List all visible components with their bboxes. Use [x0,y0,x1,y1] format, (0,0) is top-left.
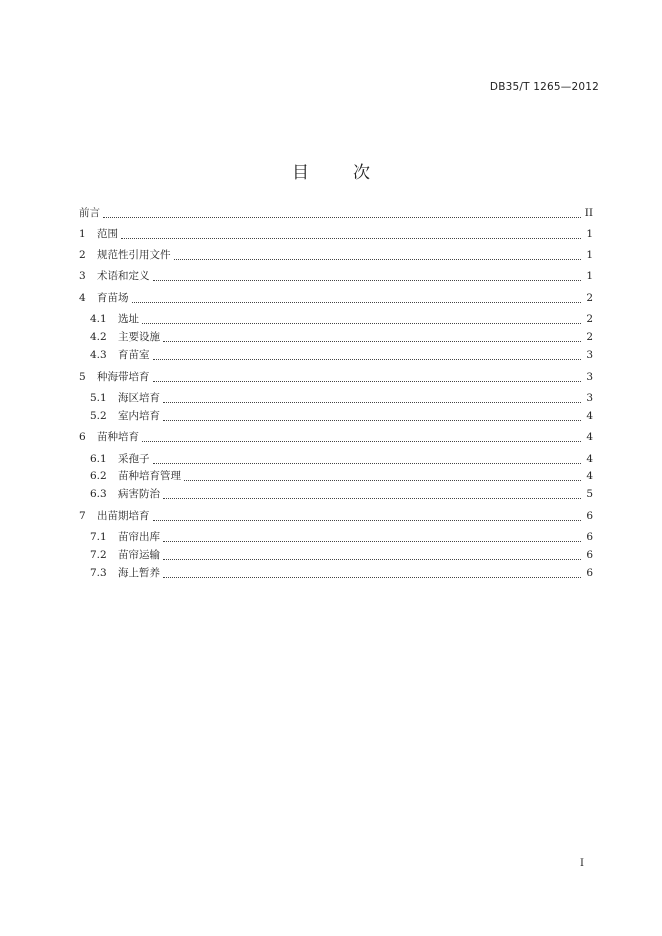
toc-entry-label: 育苗室 [118,349,150,361]
toc-entry-page: 1 [586,249,593,261]
toc-entry[interactable] [90,348,593,362]
toc-entry-label: 苗种培育管理 [118,470,181,482]
toc-entry-number: 5 [79,371,86,383]
toc-entry[interactable] [79,291,593,305]
toc-leader-dots [153,279,582,281]
toc-leader-dots [163,497,581,499]
toc-entry-page: 6 [586,510,593,522]
toc-leader-dots [163,540,581,542]
toc-entry-number: 1 [79,228,86,240]
toc-entry[interactable] [79,430,593,444]
toc-leader-dots [142,440,581,442]
toc-entry-page: 6 [586,531,593,543]
toc-leader-dots [163,419,581,421]
toc-leader-dots [163,340,581,342]
toc-entry-number: 4.3 [90,349,107,361]
toc-entry[interactable] [79,206,593,220]
toc-entry[interactable] [90,391,593,405]
toc-entry[interactable] [79,248,593,262]
toc-leader-dots [153,519,582,521]
toc-entry-number: 7.3 [90,567,107,579]
document-code: DB35/T 1265—2012 [489,81,599,93]
toc-entry[interactable] [90,330,593,344]
toc-entry[interactable] [79,370,593,384]
toc-leader-dots [153,358,582,360]
toc-leader-dots [142,322,581,324]
toc-entry-label: 选址 [118,313,139,325]
toc-entry-page: 6 [586,567,593,579]
toc-title-right: 次 [353,163,370,183]
toc-entry-label: 出苗期培育 [97,510,150,522]
toc-entry[interactable] [90,312,593,326]
toc-entry-number: 3 [79,270,86,282]
toc-entry-number: 6.2 [90,470,107,482]
toc-entry[interactable] [90,487,593,501]
toc-entry-page: 1 [586,228,593,240]
toc-entry[interactable] [90,409,593,423]
toc-entry-number: 6.1 [90,453,107,465]
toc-entry[interactable] [79,227,593,241]
toc-entry-label: 术语和定义 [97,270,150,282]
toc-entry-number: 5.2 [90,410,107,422]
footer-page-number: I [580,858,584,869]
toc-entry-page: 2 [586,292,593,304]
toc-entry[interactable] [79,509,593,523]
toc-entry-number: 7.1 [90,531,107,543]
toc-entry[interactable] [90,548,593,562]
toc-leader-dots [184,479,581,481]
toc-entry-label: 海上暂养 [118,567,160,579]
toc-entry-number: 7.2 [90,549,107,561]
toc-entry-number: 2 [79,249,86,261]
toc-leader-dots [103,216,581,218]
toc-entry-page: 2 [586,313,593,325]
toc-leader-dots [153,462,582,464]
toc-entry-label: 苗种培育 [97,431,139,443]
toc-entry-page: 5 [586,488,593,500]
toc-entry-label: 育苗场 [97,292,129,304]
toc-entry[interactable] [90,469,593,483]
toc-entry-page: 3 [586,392,593,404]
toc-entry-number: 6.3 [90,488,107,500]
toc-title [0,158,662,183]
toc-entry[interactable] [90,566,593,580]
toc-entry-label: 海区培育 [118,392,160,404]
toc-entry-label: 苗帘出库 [118,531,160,543]
toc-entry-number: 5.1 [90,392,107,404]
toc-entry[interactable] [90,452,593,466]
toc-entry-page: II [584,207,593,219]
toc-entry-label: 室内培育 [118,410,160,422]
toc-entry-page: 4 [586,470,593,482]
toc-leader-dots [153,380,582,382]
toc-entry-label: 病害防治 [118,488,160,500]
toc-entry[interactable] [90,530,593,544]
toc-entry-number: 4.1 [90,313,107,325]
toc-entry-page: 2 [586,331,593,343]
toc-entry-label: 前言 [79,207,100,219]
toc-leader-dots [174,258,582,260]
toc-entry-label: 种海带培育 [97,371,150,383]
toc-entry-label: 范围 [97,228,118,240]
toc-entry-number: 4.2 [90,331,107,343]
toc-entry-label: 规范性引用文件 [97,249,171,261]
toc-entry-label: 苗帘运输 [118,549,160,561]
toc-title-left: 目 [292,163,309,183]
toc-entry-label: 主要设施 [118,331,160,343]
toc-leader-dots [163,401,581,403]
toc-leader-dots [163,558,581,560]
toc-entry-label: 采孢子 [118,453,150,465]
toc-entry-page: 4 [586,410,593,422]
toc-entry-number: 7 [79,510,86,522]
toc-leader-dots [163,576,581,578]
toc-entry-page: 3 [586,371,593,383]
toc-leader-dots [132,301,582,303]
toc-entry-page: 6 [586,549,593,561]
toc-entry-page: 4 [586,453,593,465]
toc-entry-page: 3 [586,349,593,361]
toc-entry[interactable] [79,269,593,283]
toc-entry-number: 4 [79,292,86,304]
toc-entry-number: 6 [79,431,86,443]
toc-entry-page: 1 [586,270,593,282]
toc-leader-dots [121,237,581,239]
toc-entry-page: 4 [586,431,593,443]
